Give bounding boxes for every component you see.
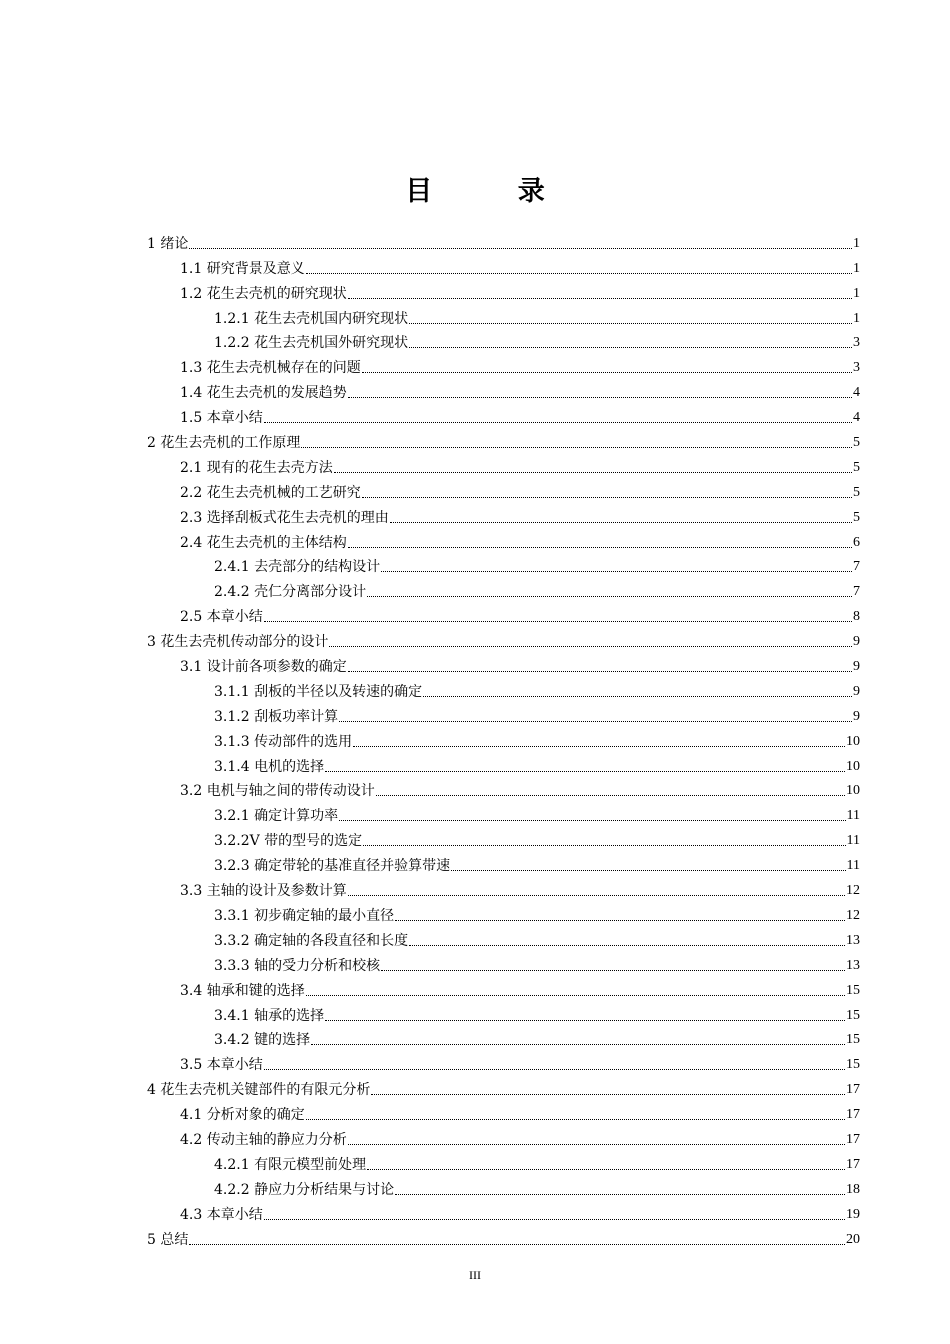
toc-entry-label: 3.4 轴承和键的选择 — [180, 982, 305, 999]
dot-leader — [339, 721, 852, 722]
toc-entry-page-number: 17 — [846, 1131, 860, 1147]
toc-entry[interactable] — [147, 452, 860, 477]
toc-entry-label: 3.2.1 确定计算功率 — [214, 808, 339, 825]
toc-entry[interactable] — [147, 1149, 860, 1174]
toc-entry-label: 2 花生去壳机的工作原理 — [147, 435, 301, 452]
table-of-contents — [147, 228, 860, 1249]
toc-entry[interactable] — [147, 228, 860, 253]
dot-leader — [348, 895, 845, 896]
toc-entry[interactable] — [147, 352, 860, 377]
toc-entry[interactable] — [147, 626, 860, 651]
dot-leader — [390, 522, 852, 523]
toc-entry[interactable] — [147, 701, 860, 726]
toc-entry-page-number: 15 — [846, 1032, 860, 1048]
toc-entry[interactable] — [147, 776, 860, 801]
toc-entry-page-number: 1 — [853, 235, 860, 251]
toc-entry[interactable] — [147, 328, 860, 353]
toc-entry-label: 3.3.2 确定轴的各段直径和长度 — [214, 932, 409, 949]
toc-entry[interactable] — [147, 925, 860, 950]
toc-entry[interactable] — [147, 303, 860, 328]
toc-entry[interactable] — [147, 726, 860, 751]
toc-entry-label: 3 花生去壳机传动部分的设计 — [147, 634, 329, 651]
toc-entry-page-number: 7 — [853, 559, 860, 575]
toc-entry[interactable] — [147, 975, 860, 1000]
toc-entry[interactable] — [147, 1099, 860, 1124]
dot-leader — [367, 1169, 845, 1170]
dot-leader — [189, 1244, 845, 1245]
dot-leader — [329, 646, 852, 647]
toc-entry-page-number: 3 — [853, 335, 860, 351]
toc-entry-page-number: 9 — [853, 683, 860, 699]
toc-entry-label: 2.1 现有的花生去壳方法 — [180, 459, 333, 476]
toc-entry-label: 4.2 传动主轴的静应力分析 — [180, 1131, 347, 1148]
toc-entry[interactable] — [147, 676, 860, 701]
toc-entry-label: 2.4.1 去壳部分的结构设计 — [214, 559, 381, 576]
toc-entry-page-number: 12 — [846, 907, 860, 923]
dot-leader — [451, 870, 845, 871]
toc-entry[interactable] — [147, 1224, 860, 1249]
toc-entry-page-number: 18 — [846, 1181, 860, 1197]
toc-entry-label: 4.2.1 有限元模型前处理 — [214, 1156, 367, 1173]
toc-entry[interactable] — [147, 1074, 860, 1099]
toc-entry[interactable] — [147, 1199, 860, 1224]
toc-entry[interactable] — [147, 800, 860, 825]
toc-entry[interactable] — [147, 651, 860, 676]
toc-entry-page-number: 13 — [846, 957, 860, 973]
toc-entry-label: 4.2.2 静应力分析结果与讨论 — [214, 1181, 395, 1198]
toc-entry-page-number: 5 — [853, 509, 860, 525]
toc-entry[interactable] — [147, 900, 860, 925]
toc-entry-page-number: 10 — [846, 758, 860, 774]
toc-entry[interactable] — [147, 601, 860, 626]
toc-entry-label: 3.1.4 电机的选择 — [214, 758, 325, 775]
toc-entry-label: 3.1.2 刮板功率计算 — [214, 708, 339, 725]
toc-entry-page-number: 6 — [853, 534, 860, 550]
dot-leader — [306, 1119, 845, 1120]
dot-leader — [189, 248, 852, 249]
page-number-footer: III — [469, 1268, 481, 1282]
dot-leader — [381, 970, 845, 971]
toc-entry-page-number: 15 — [846, 1007, 860, 1023]
toc-entry[interactable] — [147, 477, 860, 502]
dot-leader — [301, 447, 852, 448]
toc-entry-label: 2.3 选择刮板式花生去壳机的理由 — [180, 509, 389, 526]
toc-entry-label: 3.2 电机与轴之间的带传动设计 — [180, 783, 375, 800]
toc-entry-page-number: 1 — [853, 310, 860, 326]
toc-entry[interactable] — [147, 527, 860, 552]
toc-entry-page-number: 5 — [853, 484, 860, 500]
dot-leader — [348, 547, 852, 548]
toc-entry-page-number: 15 — [846, 1057, 860, 1073]
toc-entry-page-number: 19 — [846, 1206, 860, 1222]
toc-entry-page-number: 17 — [846, 1082, 860, 1098]
toc-entry-page-number: 7 — [853, 584, 860, 600]
dot-leader — [381, 571, 852, 572]
dot-leader — [353, 746, 845, 747]
toc-entry-label: 1.2.2 花生去壳机国外研究现状 — [214, 335, 409, 352]
toc-entry[interactable] — [147, 427, 860, 452]
toc-entry-label: 4 花生去壳机关键部件的有限元分析 — [147, 1082, 371, 1099]
toc-entry-page-number: 11 — [846, 858, 860, 874]
toc-entry-page-number: 1 — [853, 260, 860, 276]
toc-title: 目 录 — [405, 176, 583, 207]
toc-entry-label: 3.2.3 确定带轮的基准直径并验算带速 — [214, 858, 451, 875]
toc-entry-label: 1.5 本章小结 — [180, 410, 263, 427]
toc-entry[interactable] — [147, 850, 860, 875]
toc-entry-page-number: 11 — [846, 833, 860, 849]
toc-entry-label: 1.1 研究背景及意义 — [180, 260, 305, 277]
dot-leader — [362, 497, 852, 498]
dot-leader — [334, 472, 852, 473]
toc-entry-label: 3.2.2V 带的型号的选定 — [214, 833, 363, 850]
toc-entry-page-number: 1 — [853, 285, 860, 301]
toc-entry-label: 2.4.2 壳仁分离部分设计 — [214, 584, 367, 601]
toc-entry[interactable] — [147, 1174, 860, 1199]
toc-entry-label: 4.3 本章小结 — [180, 1206, 263, 1223]
toc-entry-page-number: 5 — [853, 435, 860, 451]
dot-leader — [363, 845, 845, 846]
toc-entry-label: 1.2 花生去壳机的研究现状 — [180, 285, 347, 302]
toc-entry[interactable] — [147, 950, 860, 975]
toc-entry-page-number: 3 — [853, 360, 860, 376]
toc-entry-page-number: 12 — [846, 883, 860, 899]
toc-entry-label: 1.4 花生去壳机的发展趋势 — [180, 385, 347, 402]
toc-entry-label: 3.3.3 轴的受力分析和校核 — [214, 957, 381, 974]
dot-leader — [264, 422, 852, 423]
toc-entry-page-number: 13 — [846, 932, 860, 948]
toc-entry-label: 3.3.1 初步确定轴的最小直径 — [214, 907, 395, 924]
toc-entry-label: 1 绪论 — [147, 235, 189, 252]
toc-entry-page-number: 10 — [846, 733, 860, 749]
toc-entry-page-number: 9 — [853, 708, 860, 724]
dot-leader — [371, 1094, 845, 1095]
dot-leader — [306, 273, 852, 274]
dot-leader — [348, 1144, 845, 1145]
toc-entry-label: 3.1.1 刮板的半径以及转速的确定 — [214, 683, 423, 700]
toc-entry[interactable] — [147, 1049, 860, 1074]
toc-entry-label: 3.3 主轴的设计及参数计算 — [180, 883, 347, 900]
toc-entry-label: 2.5 本章小结 — [180, 609, 263, 626]
toc-entry-page-number: 17 — [846, 1107, 860, 1123]
dot-leader — [409, 945, 845, 946]
toc-entry[interactable] — [147, 875, 860, 900]
toc-entry-page-number: 20 — [846, 1231, 860, 1247]
toc-entry-page-number: 9 — [853, 634, 860, 650]
toc-entry[interactable] — [147, 502, 860, 527]
dot-leader — [264, 1069, 845, 1070]
toc-entry[interactable] — [147, 576, 860, 601]
toc-entry-label: 3.4.2 键的选择 — [214, 1032, 311, 1049]
toc-entry-label: 2.2 花生去壳机械的工艺研究 — [180, 484, 361, 501]
toc-entry-page-number: 17 — [846, 1156, 860, 1172]
toc-entry-label: 1.3 花生去壳机械存在的问题 — [180, 360, 361, 377]
toc-entry[interactable] — [147, 1025, 860, 1050]
dot-leader — [306, 995, 845, 996]
dot-leader — [376, 795, 845, 796]
toc-entry-page-number: 9 — [853, 659, 860, 675]
dot-leader — [264, 621, 852, 622]
dot-leader — [367, 596, 852, 597]
toc-entry[interactable] — [147, 253, 860, 278]
dot-leader — [339, 820, 845, 821]
toc-entry-page-number: 11 — [846, 808, 860, 824]
toc-entry[interactable] — [147, 1124, 860, 1149]
toc-entry[interactable] — [147, 402, 860, 427]
toc-entry-label: 3.5 本章小结 — [180, 1057, 263, 1074]
dot-leader — [423, 696, 852, 697]
dot-leader — [325, 771, 845, 772]
toc-entry-label: 2.4 花生去壳机的主体结构 — [180, 534, 347, 551]
toc-entry[interactable] — [147, 278, 860, 303]
toc-entry-label: 3.1 设计前各项参数的确定 — [180, 659, 347, 676]
dot-leader — [348, 397, 852, 398]
dot-leader — [395, 920, 845, 921]
toc-entry-page-number: 15 — [846, 982, 860, 998]
dot-leader — [325, 1020, 845, 1021]
toc-entry-label: 3.4.1 轴承的选择 — [214, 1007, 325, 1024]
dot-leader — [362, 372, 852, 373]
toc-entry[interactable] — [147, 825, 860, 850]
dot-leader — [409, 347, 852, 348]
toc-entry-label: 5 总结 — [147, 1231, 189, 1248]
toc-entry-page-number: 4 — [853, 410, 860, 426]
toc-entry-label: 1.2.1 花生去壳机国内研究现状 — [214, 310, 409, 327]
toc-entry[interactable] — [147, 1000, 860, 1025]
toc-entry-page-number: 5 — [853, 459, 860, 475]
dot-leader — [348, 298, 852, 299]
toc-entry[interactable] — [147, 751, 860, 776]
dot-leader — [311, 1044, 845, 1045]
toc-entry-page-number: 4 — [853, 385, 860, 401]
dot-leader — [409, 323, 852, 324]
dot-leader — [264, 1219, 845, 1220]
toc-entry[interactable] — [147, 377, 860, 402]
toc-entry-label: 3.1.3 传动部件的选用 — [214, 733, 353, 750]
toc-entry-label: 4.1 分析对象的确定 — [180, 1107, 305, 1124]
toc-entry[interactable] — [147, 552, 860, 577]
dot-leader — [395, 1194, 845, 1195]
toc-entry-page-number: 8 — [853, 609, 860, 625]
toc-entry-page-number: 10 — [846, 783, 860, 799]
dot-leader — [348, 671, 852, 672]
